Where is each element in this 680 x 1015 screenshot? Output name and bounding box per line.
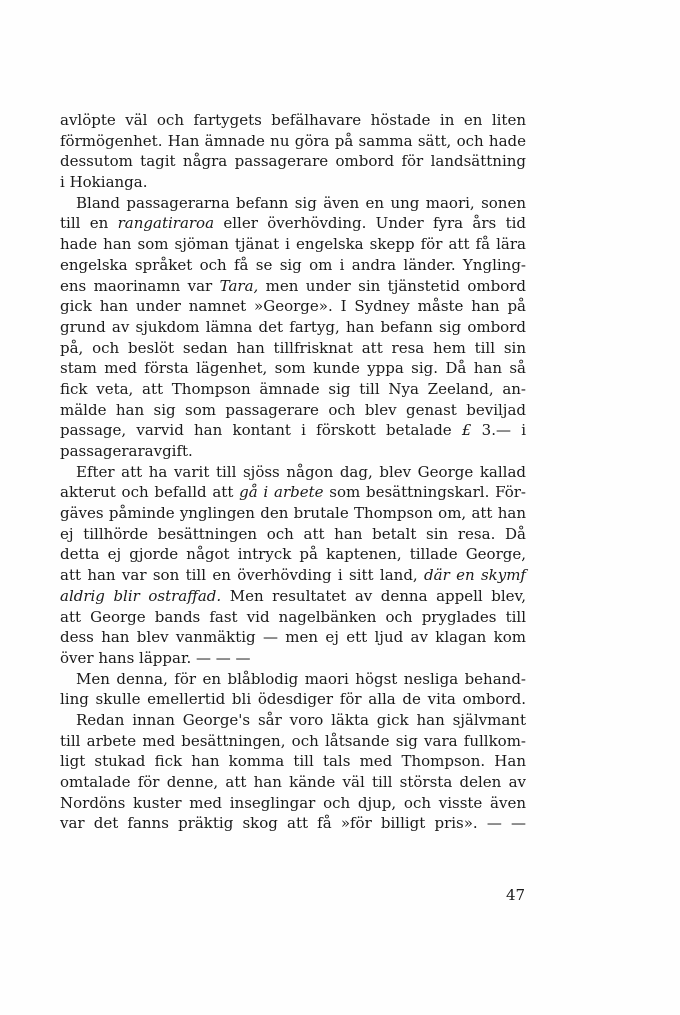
text-line (60, 255, 526, 276)
body-text (60, 110, 526, 834)
text-line (60, 338, 526, 359)
text-segment: Men denna, för en blåblodig maori högst nesliga behand- (76, 669, 526, 688)
text-segment: 3.— i (471, 421, 526, 440)
text-segment: omtalade för denne, att han kände väl till största delen av (60, 773, 526, 791)
text-line (60, 317, 526, 338)
text-line (60, 358, 526, 379)
text-line (60, 648, 526, 669)
text-segment: hade han som sjöman tjänat i engelska skepp för att få lära (60, 235, 526, 254)
text-line (60, 503, 526, 524)
text-line (60, 772, 526, 793)
text-segment: som besättningskarl. För- (323, 483, 526, 502)
text-segment: Redan innan George's sår voro läkta gick han självmant (76, 710, 526, 729)
text-segment: eller överhövding. Under fyra års tid (214, 214, 526, 233)
text-line (60, 627, 526, 648)
text-segment: avlöpte väl och fartygets befälhavare höstade in en liten (60, 111, 526, 129)
italic-text: £ (461, 421, 472, 440)
text-line (60, 689, 526, 710)
text-line (60, 400, 526, 421)
text-segment: grund av sjukdom lämna det fartyg, han befann sig ombord (60, 317, 526, 336)
text-line (60, 131, 526, 152)
text-line (60, 607, 526, 628)
text-segment: dessutom tagit några passagerare ombord för landsättning (60, 152, 526, 171)
text-line (60, 462, 526, 483)
text-segment: över hans läppar. — — — (60, 648, 251, 667)
text-line (60, 296, 526, 317)
text-segment: gäves påminde ynglingen den brutale Thompson om, att han (60, 504, 526, 523)
text-segment: att George bands fast vid nagelbänken och pryglades till (60, 607, 526, 626)
text-line (60, 482, 526, 503)
text-segment: att han var son till en överhövding i sitt land, (60, 566, 425, 585)
text-line (60, 234, 526, 255)
text-segment: ens maorinamn var (60, 276, 220, 295)
text-segment: stam med första lägenhet, som kunde yppa sig. Då han så (60, 359, 526, 378)
text-segment: dess han blev vanmäktig — men ej ett ljud av klagan kom (60, 628, 526, 647)
text-segment: akterut och befalld att (60, 483, 240, 502)
text-segment: till arbete med besättningen, och låtsande sig vara fullkom- (60, 731, 526, 750)
text-line (60, 193, 526, 214)
text-segment: ligt stukad fick han komma till tals med Thompson. Han (60, 752, 526, 771)
text-segment: på, och beslöt sedan han tillfrisknat att resa hem till sin (60, 338, 526, 357)
text-segment: var det fanns präktig skog att få »för billigt pris». — — (60, 814, 526, 833)
text-segment: Efter att ha varit till sjöss någon dag, blev George kallad (76, 462, 526, 481)
text-segment: mälde han sig som passagerare och blev genast beviljad (60, 400, 526, 419)
text-segment: engelska språket och få se sig om i andra länder. Yngling- (60, 255, 526, 274)
text-segment: men under sin tjänstetid ombord (258, 276, 527, 295)
text-line (60, 151, 526, 172)
italic-text: aldrig blir ostraffad. (60, 586, 222, 605)
text-segment: fick veta, att Thompson ämnade sig till Nya Zeeland, an- (60, 379, 526, 398)
text-line (60, 276, 526, 297)
text-line (60, 441, 526, 462)
text-segment: gick han under namnet »George». I Sydney måste han på (60, 297, 526, 316)
text-segment: Nordöns kuster med inseglingar och djup, och visste även (60, 793, 526, 812)
italic-text: Tara, (219, 276, 259, 295)
text-segment: Bland passagerarna befann sig även en ung maori, sonen (76, 193, 526, 212)
text-line (60, 524, 526, 545)
text-line (60, 213, 526, 234)
italic-text: gå i arbete (239, 483, 324, 502)
text-line (60, 379, 526, 400)
text-segment: till en (60, 214, 118, 233)
text-line (60, 793, 526, 814)
text-line (60, 565, 526, 586)
text-line (60, 544, 526, 565)
text-line (60, 751, 526, 772)
text-line (60, 731, 526, 752)
text-segment: ej tillhörde besättningen och att han betalt sin resa. Då (60, 524, 526, 543)
page-number: 47 (506, 886, 526, 904)
text-line (60, 586, 526, 607)
italic-text: där en skymf (424, 566, 526, 585)
text-segment: ling skulle emellertid bli ödesdiger för alla de vita ombord. (60, 690, 526, 709)
text-segment: förmögenhet. Han ämnade nu göra på samma sätt, och hade (60, 131, 526, 150)
text-line (60, 110, 526, 131)
text-segment: passage, varvid han kontant i förskott betalade (60, 421, 462, 440)
italic-text: rangatiraroa (117, 214, 215, 233)
text-line (60, 710, 526, 731)
text-line (60, 420, 526, 441)
text-line (60, 813, 526, 834)
text-segment: i Hokianga. (60, 173, 148, 192)
text-line (60, 172, 526, 193)
text-line (60, 669, 526, 690)
text-segment: passageraravgift. (60, 442, 193, 460)
text-segment: Men resultatet av denna appell blev, (221, 586, 526, 605)
text-segment: detta ej gjorde något intryck på kaptenen, tillade George, (60, 545, 526, 564)
